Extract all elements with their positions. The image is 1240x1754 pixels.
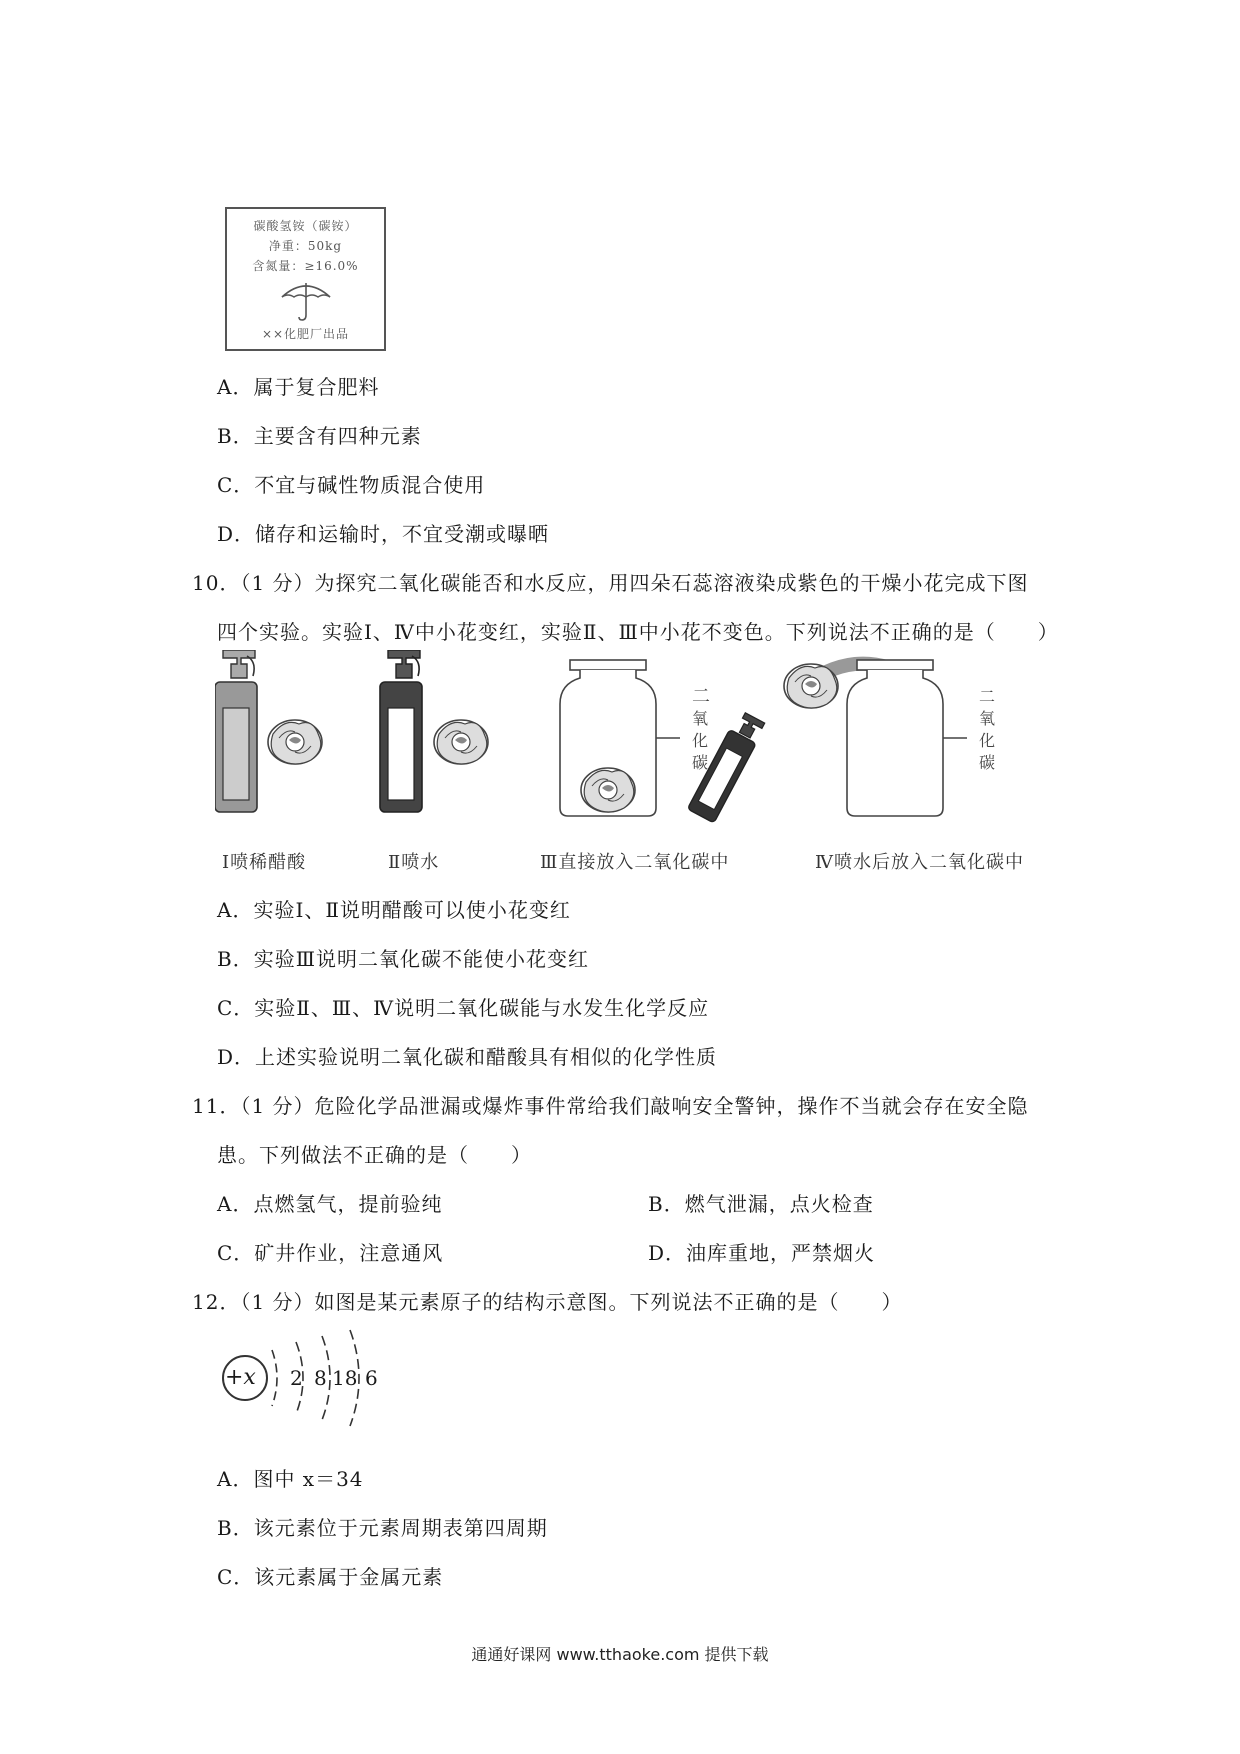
q11-stem-line2: 患。下列做法不正确的是（ ） — [217, 1143, 532, 1167]
spray-bottle-icon — [215, 650, 257, 812]
q10-experiment-figure — [215, 650, 1075, 850]
q11-option-b: B．燃气泄漏，点火检查 — [648, 1192, 874, 1216]
gas-label-3-char-4: 碳 — [692, 753, 709, 772]
nucleus-charge: +x — [225, 1365, 256, 1390]
gas-label-3-char-1: 二 — [692, 686, 711, 707]
umbrella-icon — [279, 279, 333, 323]
q10-option-c: C．实验Ⅱ、Ⅲ、Ⅳ说明二氧化碳能与水发生化学反应 — [217, 996, 710, 1020]
q12-option-c: C．该元素属于金属元素 — [217, 1565, 444, 1589]
q9-option-c: C．不宜与碱性物质混合使用 — [217, 473, 486, 497]
gas-label-3-char-3: 化 — [692, 731, 709, 750]
gas-jar-icon — [560, 660, 680, 816]
fertilizer-label — [225, 207, 386, 351]
electron-shell-1: 2 — [290, 1366, 303, 1390]
q9-option-a: A．属于复合肥料 — [217, 375, 380, 399]
gas-label-4-char-4: 碳 — [979, 753, 996, 772]
electron-shell-3: 18 — [332, 1366, 358, 1390]
gas-label-4-char-2: 氧 — [979, 709, 996, 728]
q10-option-b: B．实验Ⅲ说明二氧化碳不能使小花变红 — [217, 947, 589, 971]
q10-option-d: D．上述实验说明二氧化碳和醋酸具有相似的化学性质 — [217, 1045, 718, 1069]
q12-option-b: B．该元素位于元素周期表第四周期 — [217, 1516, 548, 1540]
label-nitrogen: 含氮量：≥16.0% — [252, 259, 359, 273]
q11-option-c: C．矿井作业，注意通风 — [217, 1241, 444, 1265]
caption-exp-1: Ⅰ喷稀醋酸 — [222, 852, 307, 873]
flower-icon — [434, 720, 488, 764]
q10-stem-line2: 四个实验。实验Ⅰ、Ⅳ中小花变红，实验Ⅱ、Ⅲ中小花不变色。下列说法不正确的是（ ） — [217, 620, 1059, 644]
q9-option-b: B．主要含有四种元素 — [217, 424, 422, 448]
q11-option-a: A．点燃氢气，提前验纯 — [217, 1192, 443, 1216]
q10-option-a: A．实验Ⅰ、Ⅱ说明醋酸可以使小花变红 — [217, 898, 571, 922]
gas-label-4-char-3: 化 — [979, 731, 996, 750]
q12-option-a: A．图中 x＝34 — [217, 1467, 364, 1491]
caption-exp-2: Ⅱ喷水 — [388, 852, 440, 873]
caption-exp-3: Ⅲ直接放入二氧化碳中 — [540, 852, 730, 873]
q11-stem-line1: 11．（1 分）危险化学品泄漏或爆炸事件常给我们敲响安全警钟，操作不当就会存在安全隐 — [192, 1094, 1029, 1118]
flower-icon — [784, 664, 838, 708]
gas-label-3-char-2: 氧 — [692, 709, 709, 728]
electron-shell-4: 6 — [365, 1366, 378, 1390]
q9-option-d: D．储存和运输时，不宜受潮或曝晒 — [217, 522, 550, 546]
q11-option-d: D．油库重地，严禁烟火 — [648, 1241, 876, 1265]
gas-jar-icon — [847, 660, 967, 816]
label-net-weight: 净重：50kg — [268, 239, 343, 253]
gas-label-4-char-1: 二 — [979, 687, 996, 706]
q10-stem-line1: 10．（1 分）为探究二氧化碳能否和水反应，用四朵石蕊溶液染成紫色的干燥小花完成下图 — [192, 571, 1029, 595]
label-name: 碳酸氢铵（碳铵） — [253, 219, 358, 233]
caption-exp-4: Ⅳ喷水后放入二氧化碳中 — [815, 852, 1024, 873]
label-maker: ××化肥厂出品 — [261, 327, 350, 341]
q12-stem: 12．（1 分）如图是某元素原子的结构示意图。下列说法不正确的是（ ） — [192, 1290, 903, 1314]
electron-shell-2: 8 — [314, 1366, 327, 1390]
page-footer: 通通好课网 www.tthaoke.com 提供下载 — [471, 1645, 769, 1664]
spray-bottle-dark-icon — [380, 650, 422, 812]
flower-icon — [268, 720, 322, 764]
